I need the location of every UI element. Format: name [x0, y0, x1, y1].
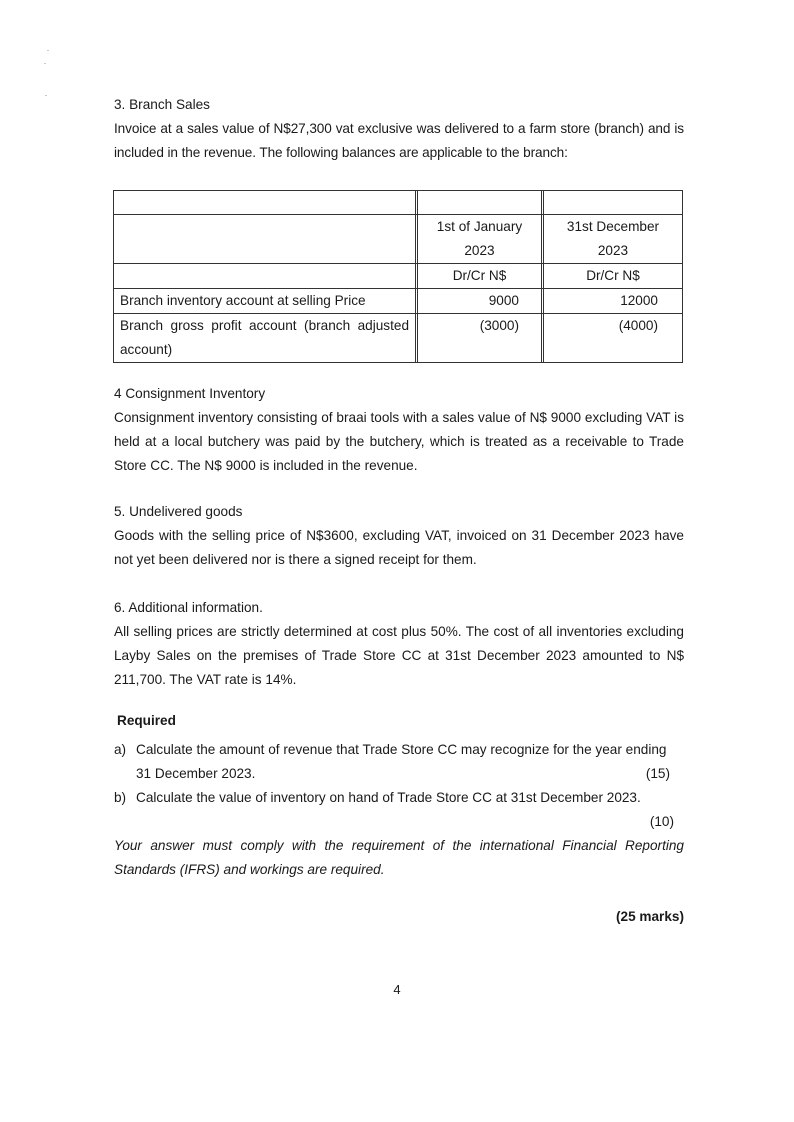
question-label: b) — [114, 790, 127, 805]
section-body: All selling prices are strictly determined at cost plus 50%. The cost of all inventories excluding Layby Sales on the premises of Trade Store CC at 31st December 2023 amounted to N$ 211,700. The VAT rate is 14%. — [114, 624, 684, 687]
scan-speck — [44, 63, 46, 64]
table-row — [114, 314, 683, 363]
table-row — [114, 191, 683, 215]
section-branch-sales — [114, 93, 684, 165]
answer-note: Your answer must comply with the requirement of the international Financial Reporting Standards (IFRS) and workings are required. — [114, 838, 684, 877]
value-dec: 12000 — [544, 289, 683, 314]
section-heading: 6. Additional information. — [114, 600, 263, 615]
section-body: Invoice at a sales value of N$27,300 vat exclusive was delivered to a farm store (branch) and is included in the revenue. The following balances are applicable to the branch: — [114, 121, 684, 160]
column-header-jan: 1st of January 2023 — [418, 215, 542, 264]
row-label: Branch inventory account at selling Price — [114, 289, 416, 314]
question-marks-line — [114, 810, 686, 834]
question-marks: (10) — [649, 814, 674, 829]
table-cell — [544, 191, 683, 215]
question-label: a) — [114, 742, 127, 757]
table-cell — [114, 264, 416, 289]
unit-label: Dr/Cr N$ — [418, 264, 542, 289]
question-b — [114, 786, 686, 834]
section-additional-info — [114, 596, 684, 692]
question-marks: (15) — [645, 766, 670, 781]
column-header-dec: 31st December 2023 — [544, 215, 683, 264]
value-jan: (3000) — [418, 314, 542, 363]
question-text-continued — [136, 762, 686, 786]
required-heading: Required — [117, 713, 176, 728]
page-number: 4 — [393, 982, 401, 997]
section-body: Consignment inventory consisting of braai tools with a sales value of N$ 9000 excluding VAT is held at a local butchery was paid by the butchery, which is treated as a receivable to Trade Store CC. The N$ 9000 is included in the revenue. — [114, 410, 684, 473]
table-cell — [114, 215, 416, 264]
row-label: Branch gross profit account (branch adjusted account) — [114, 314, 416, 363]
table-cell — [418, 191, 542, 215]
unit-label: Dr/Cr N$ — [544, 264, 683, 289]
table-cell — [114, 191, 416, 215]
table-header-row — [114, 215, 683, 264]
question-a — [114, 738, 686, 786]
question-text: Calculate the amount of revenue that Trade Store CC may recognize for the year ending — [136, 742, 667, 757]
branch-balances-table — [113, 190, 683, 363]
section-heading: 4 Consignment Inventory — [114, 386, 266, 401]
table-row — [114, 289, 683, 314]
question-text-line: 31 December 2023. — [136, 766, 256, 781]
table-unit-row — [114, 264, 683, 289]
scan-speck — [47, 50, 49, 51]
scan-speck — [45, 95, 47, 96]
question-text: Calculate the value of inventory on hand of Trade Store CC at 31st December 2023. — [136, 790, 641, 805]
total-marks: (25 marks) — [615, 909, 684, 924]
section-heading: 3. Branch Sales — [114, 97, 210, 112]
value-dec: (4000) — [544, 314, 683, 363]
section-undelivered — [114, 500, 684, 572]
section-body: Goods with the selling price of N$3600, excluding VAT, invoiced on 31 December 2023 have not yet been delivered nor is there a signed receipt for them. — [114, 528, 684, 567]
value-jan: 9000 — [418, 289, 542, 314]
section-consignment — [114, 382, 684, 478]
section-heading: 5. Undelivered goods — [114, 504, 243, 519]
